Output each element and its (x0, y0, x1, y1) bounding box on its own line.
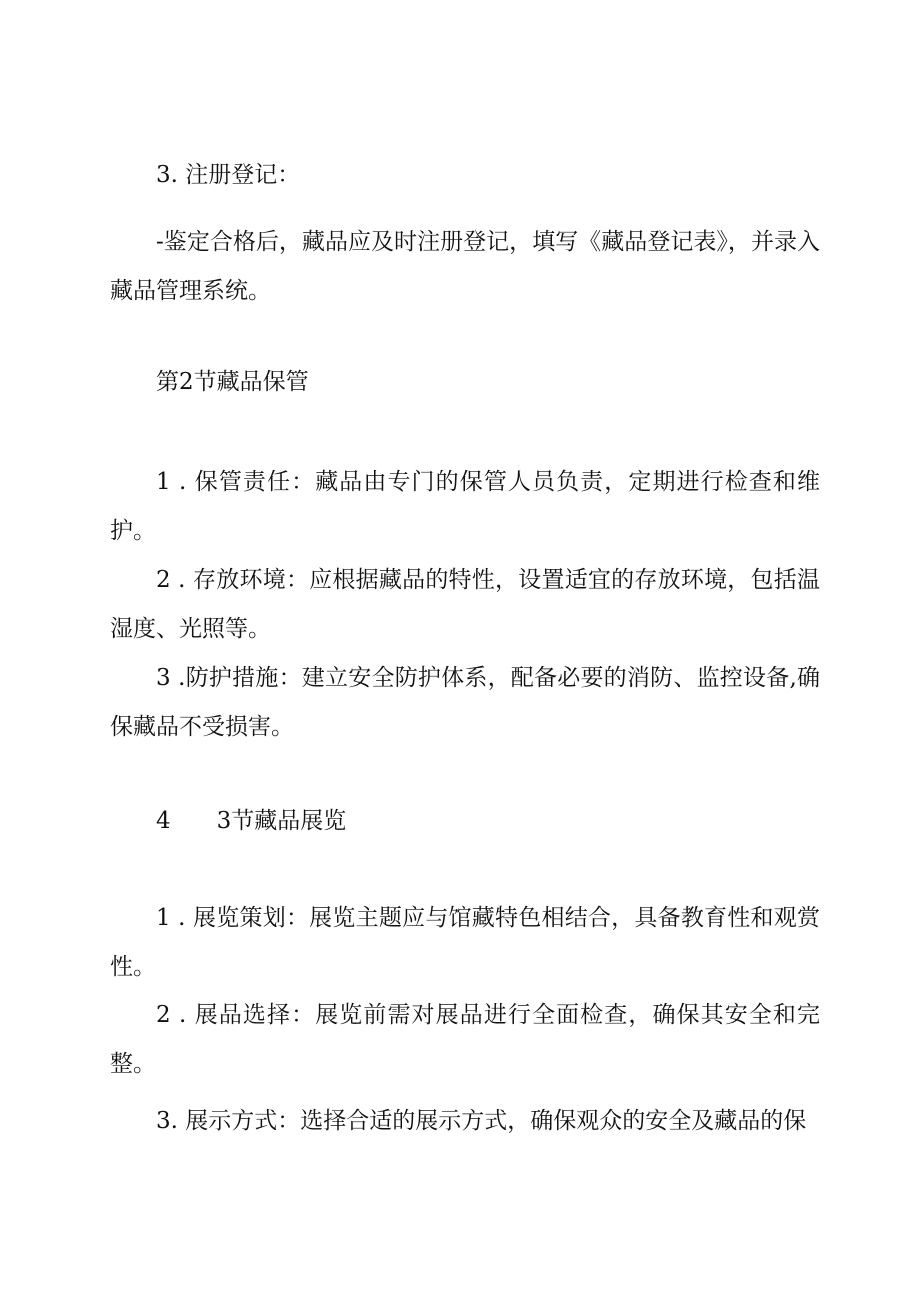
section-heading-storage: 第2节藏品保管 (156, 369, 309, 395)
section-heading-number: 4 (156, 808, 171, 834)
section-heading-exhibition (156, 797, 346, 846)
paragraph-storage-responsibility: 1 . 保管责任：藏品由专门的保管人员负责，定期进行检查和维护。 (110, 469, 820, 544)
paragraph-display-method: 3. 展示方式：选择合适的展示方式，确保观众的安全及藏品的保 (156, 1108, 807, 1134)
item-registration: 3. 注册登记： (156, 162, 301, 188)
paragraph-registration-detail: -鉴定合格后，藏品应及时注册登记，填写《藏品登记表》，并录入藏品管理系统。 (110, 229, 820, 304)
section-heading-title: 3节藏品展览 (216, 808, 347, 834)
paragraph-exhibit-selection: 2 . 展品选择：展览前需对展品进行全面检查，确保其安全和完整。 (110, 1002, 820, 1077)
paragraph-protection-measures: 3 .防护措施：建立安全防护体系，配备必要的消防、监控设备,确保藏品不受损害。 (110, 665, 820, 740)
paragraph-exhibition-planning: 1 . 展览策划：展览主题应与馆藏特色相结合，具备教育性和观赏性。 (110, 905, 820, 980)
paragraph-storage-environment: 2 . 存放环境：应根据藏品的特性，设置适宜的存放环境，包括温湿度、光照等。 (110, 567, 820, 642)
